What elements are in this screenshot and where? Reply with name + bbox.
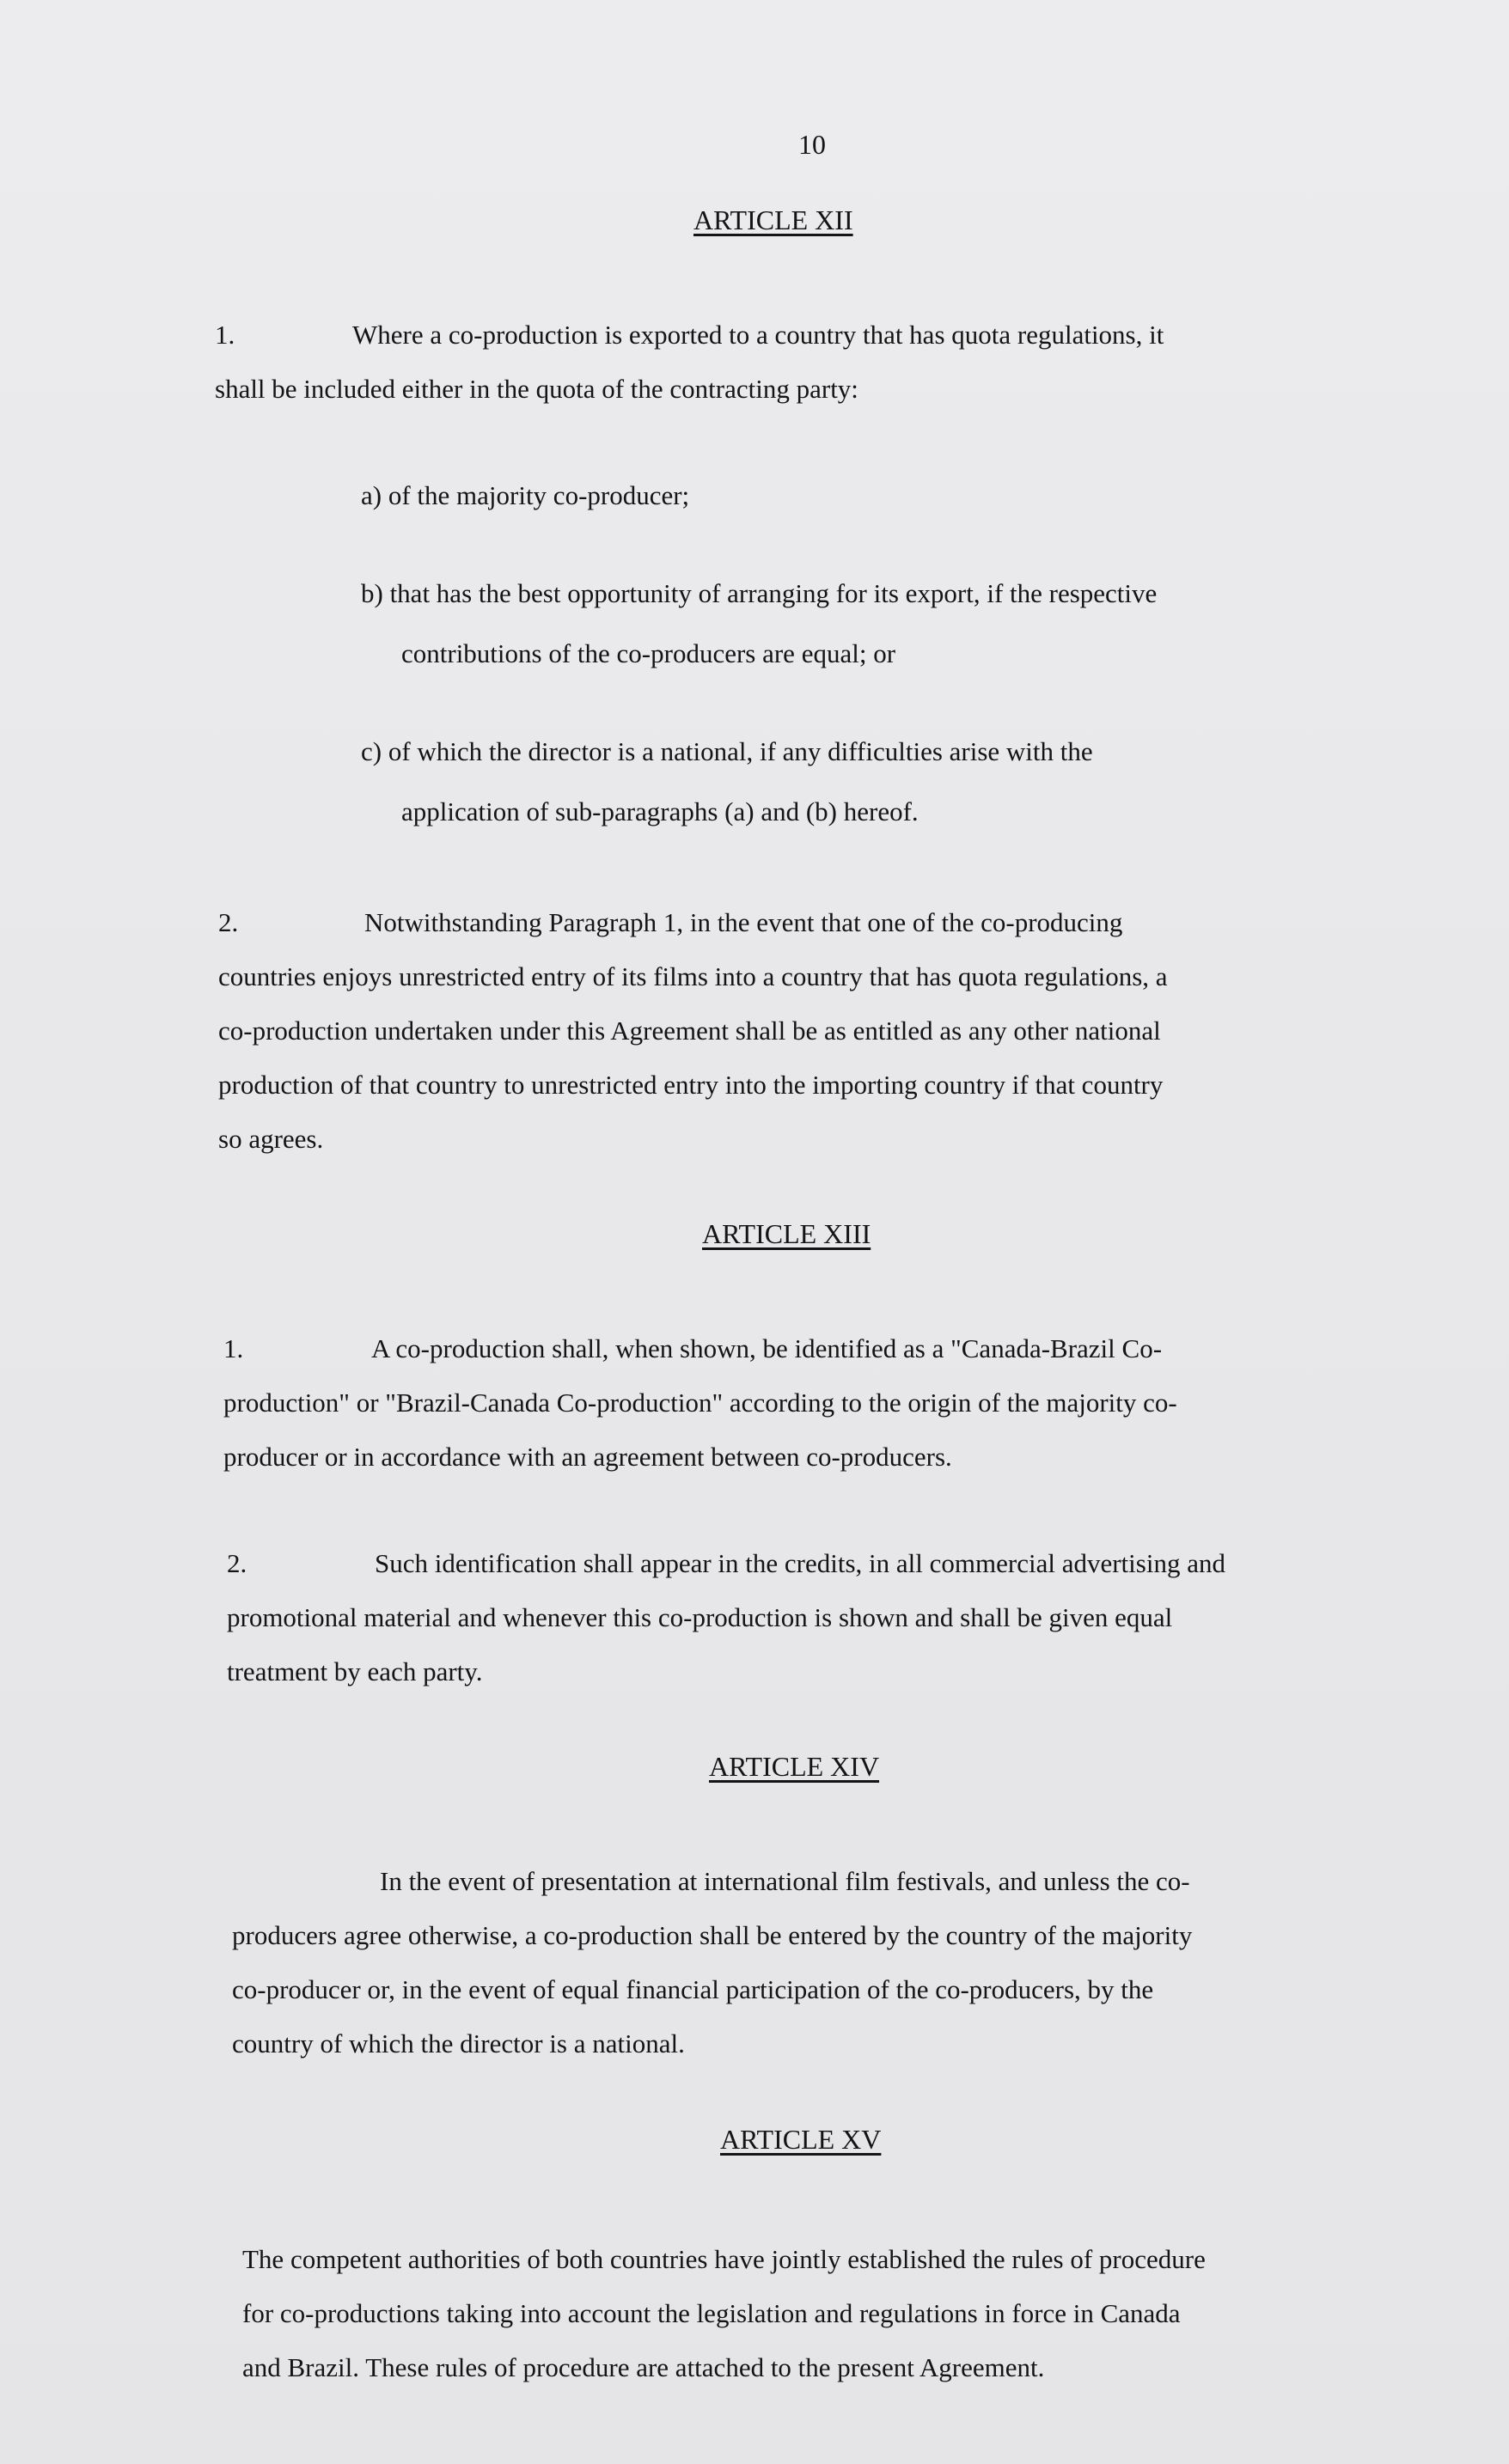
article-xv-heading: ARTICLE XV <box>720 2124 882 2155</box>
paragraph-number: 1. <box>215 320 235 350</box>
paragraph-line: production of that country to unrestricted entry into the importing country if that country <box>218 1070 1164 1100</box>
paragraph-line: production" or "Brazil-Canada Co-production" according to the origin of the majority co- <box>223 1388 1177 1418</box>
paragraph-text: Notwithstanding Paragraph 1, in the event that one of the co-producing <box>364 907 1123 937</box>
paragraph-line: co-producer or, in the event of equal financial participation of the co-producers, by the <box>232 1974 1154 2004</box>
article-xiii-paragraph-1 <box>223 1321 1177 1484</box>
item-line: c) of which the director is a national, if any difficulties arise with the <box>361 736 1093 766</box>
article-xiv-paragraph <box>232 1854 1192 2071</box>
item-line: b) that has the best opportunity of arranging for its export, if the respective <box>361 578 1158 608</box>
paragraph-line: promotional material and whenever this co-production is shown and shall be given equal <box>227 1602 1173 1632</box>
paragraph-line: countries enjoys unrestricted entry of its films into a country that has quota regulations, a <box>218 961 1168 991</box>
article-xii-item-c <box>361 722 1093 842</box>
paragraph-line: co-production undertaken under this Agreement shall be as entitled as any other national <box>218 1015 1161 1046</box>
paragraph-line: treatment by each party. <box>227 1656 483 1686</box>
paragraph-number: 2. <box>227 1548 247 1578</box>
article-xiii-paragraph-2 <box>227 1536 1225 1699</box>
paragraph-line: so agrees. <box>218 1124 324 1154</box>
paragraph-line <box>223 1321 1177 1375</box>
article-xii-heading: ARTICLE XII <box>693 204 853 235</box>
item-line <box>361 782 1093 842</box>
article-xiv-heading: ARTICLE XIV <box>709 1751 880 1782</box>
page-number: 10 <box>798 129 826 160</box>
paragraph-text: A co-production shall, when shown, be identified as a "Canada-Brazil Co- <box>371 1333 1163 1363</box>
paragraph-line: country of which the director is a national. <box>232 2028 685 2058</box>
paragraph-text: Such identification shall appear in the credits, in all commercial advertising and <box>375 1548 1225 1578</box>
paragraph-text: In the event of presentation at international film festivals, and unless the co- <box>380 1866 1190 1896</box>
article-xii-paragraph-1 <box>215 308 1164 416</box>
paragraph-line <box>218 895 1168 949</box>
item-line: a) of the majority co-producer; <box>361 480 690 510</box>
article-xii-item-a <box>361 466 689 526</box>
article-xii-paragraph-2 <box>218 895 1168 1166</box>
paragraph-line <box>227 1536 1225 1590</box>
item-line <box>361 624 1157 684</box>
paragraph-line: producers agree otherwise, a co-production shall be entered by the country of the majority <box>232 1920 1193 1950</box>
paragraph-line: and Brazil. These rules of procedure are attached to the present Agreement. <box>242 2352 1045 2382</box>
article-xv-paragraph <box>242 2232 1206 2394</box>
article-xiii-heading: ARTICLE XIII <box>702 1218 871 1249</box>
paragraph-line: producer or in accordance with an agreement between co-producers. <box>223 1442 952 1472</box>
item-text: contributions of the co-producers are equal; or <box>401 638 896 668</box>
item-text: application of sub-paragraphs (a) and (b) hereof. <box>401 796 919 826</box>
paragraph-text: Where a co-production is exported to a country that has quota regulations, it <box>352 320 1164 350</box>
paragraph-line: The competent authorities of both countries have jointly established the rules of procedure <box>242 2244 1206 2274</box>
paragraph-line <box>215 308 1164 362</box>
paragraph-number: 1. <box>223 1333 244 1363</box>
paragraph-line: for co-productions taking into account the legislation and regulations in force in Canada <box>242 2298 1181 2328</box>
paragraph-line: shall be included either in the quota of the contracting party: <box>215 374 858 404</box>
paragraph-number: 2. <box>218 907 239 937</box>
article-xii-item-b <box>361 564 1157 684</box>
paragraph-line <box>232 1854 1192 1908</box>
